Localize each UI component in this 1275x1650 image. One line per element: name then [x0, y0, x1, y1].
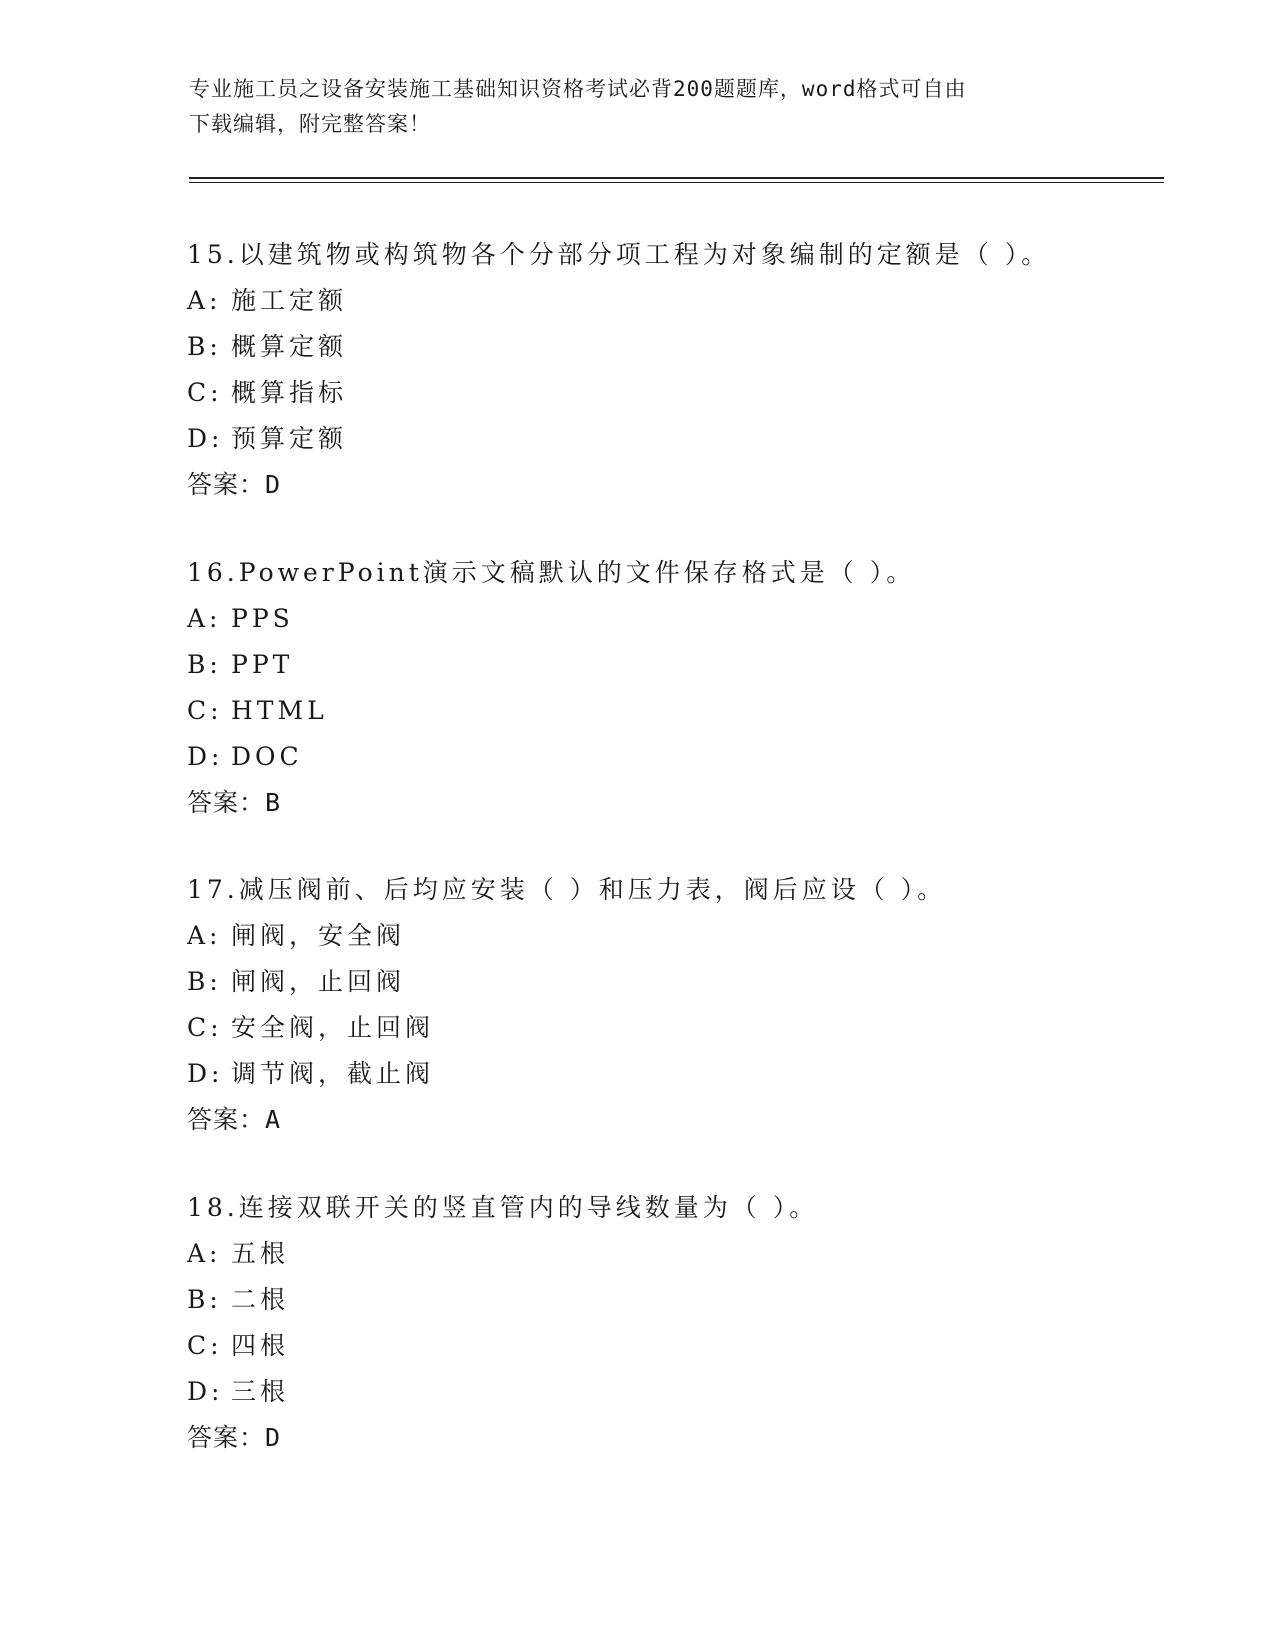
option-key: B: — [187, 332, 222, 361]
option-text: 二根 — [231, 1285, 290, 1314]
option-key: A: — [187, 1239, 222, 1268]
option-text: HTML — [231, 696, 328, 725]
question-title: 15.以建筑物或构筑物各个分部分项工程为对象编制的定额是（ ）。 — [187, 240, 1051, 269]
question-15 — [187, 232, 1187, 508]
option-c — [187, 688, 1187, 734]
option-key: C: — [187, 378, 223, 407]
answer: 答案：B — [187, 788, 282, 817]
option-text: 闸阀，止回阀 — [231, 967, 406, 996]
option-key: B: — [187, 967, 222, 996]
option-key: D: — [187, 1059, 224, 1088]
header-divider — [189, 177, 1164, 183]
question-16 — [187, 550, 1187, 826]
option-b — [187, 1277, 1187, 1323]
option-text: 概算定额 — [231, 332, 348, 361]
option-text: 概算指标 — [231, 378, 348, 407]
option-key: A: — [187, 604, 222, 633]
option-text: 预算定额 — [231, 424, 348, 453]
option-b — [187, 324, 1187, 370]
question-18 — [187, 1185, 1187, 1461]
answer: 答案：D — [187, 1423, 282, 1452]
option-text: 三根 — [231, 1377, 290, 1406]
header-line-1: 专业施工员之设备安装施工基础知识资格考试必背200题题库，word格式可自由 — [189, 77, 967, 101]
option-key: B: — [187, 1285, 222, 1314]
option-key: D: — [187, 1377, 224, 1406]
option-d — [187, 1369, 1187, 1415]
header-line-2: 下载编辑，附完整答案！ — [189, 112, 431, 136]
answer: 答案：D — [187, 470, 282, 499]
option-key: A: — [187, 286, 222, 315]
document-header — [189, 72, 1089, 142]
question-title: 17.减压阀前、后均应安装（ ）和压力表，阀后应设（ ）。 — [187, 875, 947, 904]
option-d — [187, 734, 1187, 780]
option-c — [187, 1005, 1187, 1051]
option-text: PPS — [231, 604, 294, 633]
option-b — [187, 642, 1187, 688]
question-title: 16.PowerPoint演示文稿默认的文件保存格式是（ ）。 — [187, 558, 916, 587]
option-text: 安全阀，止回阀 — [231, 1013, 435, 1042]
option-key: C: — [187, 696, 223, 725]
option-a — [187, 278, 1187, 324]
question-17 — [187, 867, 1187, 1143]
option-key: A: — [187, 921, 222, 950]
option-d — [187, 416, 1187, 462]
option-key: D: — [187, 742, 224, 771]
answer: 答案：A — [187, 1105, 282, 1134]
option-text: PPT — [231, 650, 294, 679]
option-a — [187, 1231, 1187, 1277]
option-c — [187, 370, 1187, 416]
option-a — [187, 913, 1187, 959]
option-a — [187, 596, 1187, 642]
option-b — [187, 959, 1187, 1005]
option-d — [187, 1051, 1187, 1097]
option-key: C: — [187, 1013, 223, 1042]
option-key: B: — [187, 650, 222, 679]
option-text: 施工定额 — [231, 286, 348, 315]
option-c — [187, 1323, 1187, 1369]
option-text: 四根 — [231, 1331, 290, 1360]
option-text: 调节阀，截止阀 — [231, 1059, 435, 1088]
option-text: 闸阀，安全阀 — [231, 921, 406, 950]
question-title: 18.连接双联开关的竖直管内的导线数量为（ ）。 — [187, 1193, 819, 1222]
option-text: 五根 — [231, 1239, 290, 1268]
option-text: DOC — [231, 742, 303, 771]
option-key: C: — [187, 1331, 223, 1360]
option-key: D: — [187, 424, 224, 453]
